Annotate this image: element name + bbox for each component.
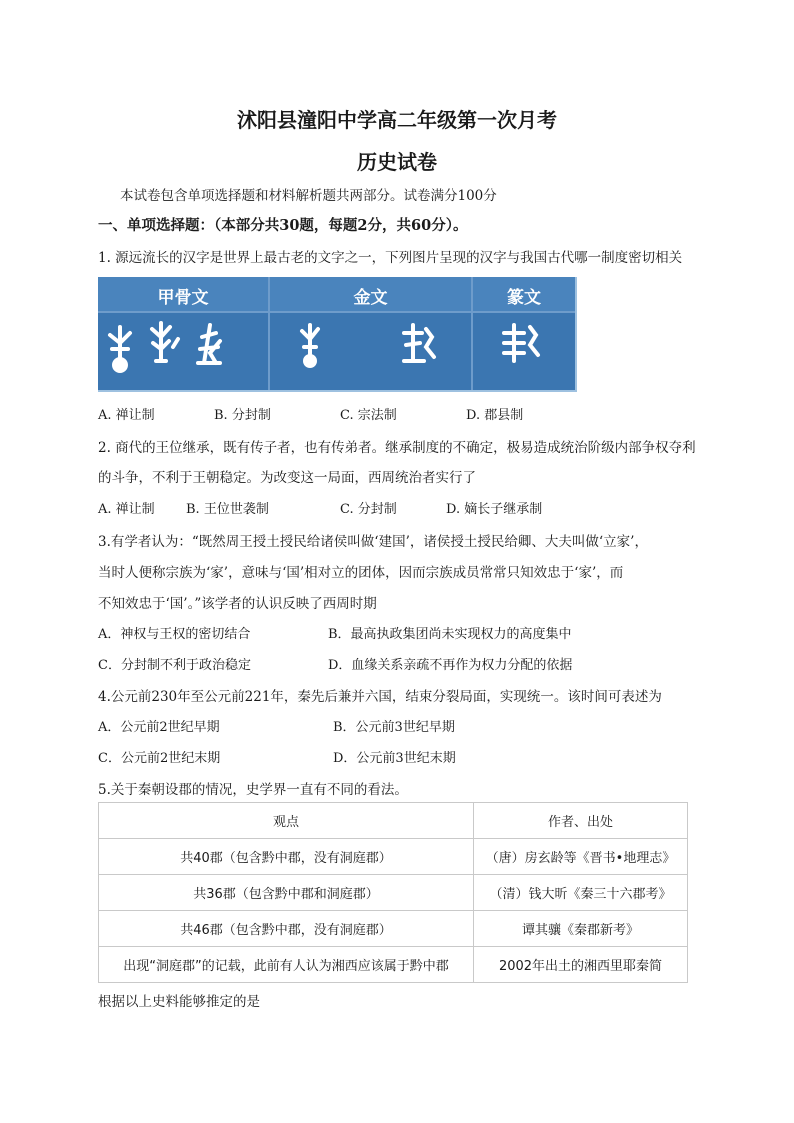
bronze-glyph-1-icon (302, 325, 318, 366)
table-cell: 谭其骧《秦郡新考》 (474, 911, 688, 947)
table-row (99, 875, 688, 911)
q5-stem: 5.关于秦朝设郡的情况，史学界一直有不同的看法。 (98, 782, 408, 798)
table-row (99, 839, 688, 875)
q4-option-a[interactable]: A．公元前2世纪早期 (98, 720, 220, 735)
q3-option-c[interactable]: C．分封制不利于政治稳定 (98, 658, 251, 673)
q2-option-a[interactable]: A. 禅让制 (98, 502, 155, 517)
table-cell: 共46郡（包含黔中郡，没有洞庭郡） (99, 911, 474, 947)
exam-title: 沭阳县潼阳中学高二年级第一次月考 (237, 108, 557, 132)
q3-option-d[interactable]: D．血缘关系亲疏不再作为权力分配的依据 (328, 658, 573, 673)
q1-option-d[interactable]: D. 郡县制 (466, 408, 524, 423)
q1-option-c[interactable]: C. 宗法制 (340, 408, 397, 423)
table-cell: （唐）房玄龄等《晋书•地理志》 (474, 839, 688, 875)
intro-text: 本试卷包含单项选择题和材料解析题共两部分。试卷满分100分 (120, 188, 497, 204)
table-cell: 共40郡（包含黔中郡，没有洞庭郡） (99, 839, 474, 875)
q3-option-b[interactable]: B．最高执政集团尚未实现权力的高度集中 (328, 627, 572, 642)
q3-line2: 当时人便称宗族为‘家’，意味与‘国’相对立的团体，因而宗族成员常常只知效忠于‘家’，而 (98, 565, 624, 581)
exam-subtitle: 历史试卷 (357, 150, 437, 174)
q2-option-b[interactable]: B. 王位世袭制 (186, 502, 269, 517)
table-cell: 共36郡（包含黔中郡和洞庭郡） (99, 875, 474, 911)
label-bronze: 金文 (353, 288, 388, 308)
q4-option-d[interactable]: D．公元前3世纪末期 (333, 751, 456, 766)
oracle-glyph-2-icon (152, 323, 178, 361)
seal-glyph-icon (504, 325, 538, 361)
table-header: 作者、出处 (474, 803, 688, 839)
script-figure (98, 277, 577, 392)
table-cell: 出现“洞庭郡”的记载，此前有人认为湘西应该属于黔中郡 (99, 947, 474, 983)
q2-option-c[interactable]: C. 分封制 (340, 502, 397, 517)
table-cell: （清）钱大昕《秦三十六郡考》 (474, 875, 688, 911)
q2-stem-line1: 2. 商代的王位继承，既有传子者，也有传弟者。继承制度的不确定，极易造成统治阶级内部争权夺利 (98, 440, 696, 456)
q3-line3: 不知效忠于‘国’。”该学者的认识反映了西周时期 (98, 596, 377, 612)
oracle-glyph-1-icon (110, 327, 130, 371)
q2-option-d[interactable]: D. 嫡长子继承制 (446, 502, 543, 517)
glyph-layer (98, 277, 575, 390)
q3-option-a[interactable]: A．神权与王权的密切结合 (98, 627, 251, 642)
q1-option-b[interactable]: B. 分封制 (214, 408, 271, 423)
table-row (99, 911, 688, 947)
table-row (99, 947, 688, 983)
q1-stem: 1. 源远流长的汉字是世界上最古老的文字之一，下列图片呈现的汉字与我国古代哪一制度密切相关 (98, 250, 683, 266)
oracle-glyph-3-icon (198, 325, 220, 363)
label-seal: 篆文 (507, 288, 541, 308)
q5-after-text: 根据以上史料能够推定的是 (98, 994, 260, 1010)
table-cell: 2002年出土的湘西里耶秦简 (474, 947, 688, 983)
section-heading: 一、单项选择题：（本部分共30题，每题2分，共60分）。 (98, 217, 468, 234)
table-header-row (99, 803, 688, 839)
q3-line1: 3.有学者认为：“既然周王授土授民给诸侯叫做‘建国’，诸侯授土授民给卿、大夫叫做‘立家’， (98, 534, 648, 550)
q4-stem: 4.公元前230年至公元前221年，秦先后兼并六国，结束分裂局面，实现统一。该时间可表述为 (98, 689, 662, 705)
table-header: 观点 (99, 803, 474, 839)
q1-option-a[interactable]: A. 禅让制 (98, 408, 155, 423)
q2-stem-line2: 的斗争，不利于王朝稳定。为改变这一局面，西周统治者实行了 (98, 470, 476, 486)
bronze-glyph-2-icon (404, 325, 434, 361)
q4-option-c[interactable]: C．公元前2世纪末期 (98, 751, 221, 766)
q4-option-b[interactable]: B．公元前3世纪早期 (333, 720, 455, 735)
label-oracle-bone: 甲骨文 (157, 288, 209, 308)
q5-table (98, 802, 688, 983)
